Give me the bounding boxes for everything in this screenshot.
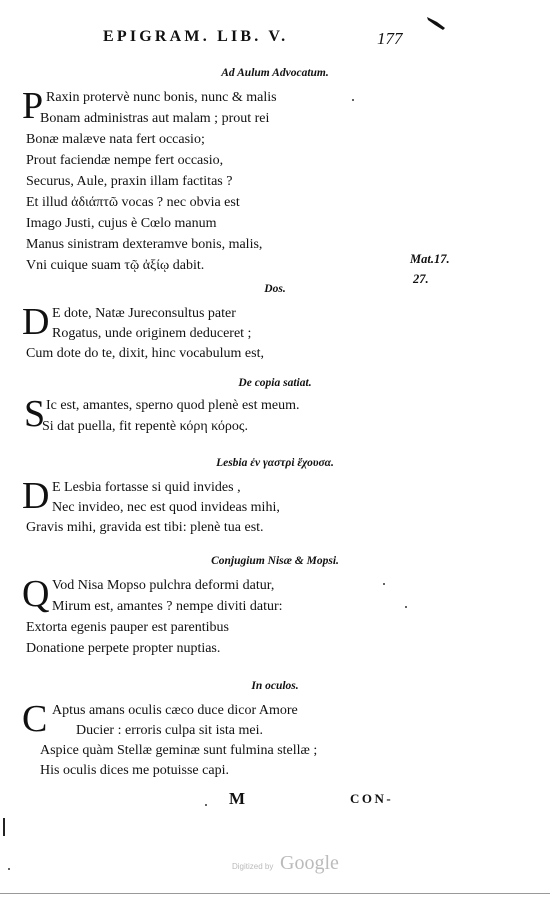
poem-title-lesbia: Lesbia ἐν γαστρὶ ἔχουσα. — [216, 457, 334, 469]
drop-initial-s: S — [24, 393, 46, 435]
google-watermark: Google — [280, 852, 339, 874]
stray-dot — [8, 868, 10, 870]
stray-dot — [383, 583, 385, 585]
page-bottom-edge — [0, 893, 550, 894]
verse-line: Imago Justi, cujus è Cœlo manum — [26, 216, 217, 231]
stray-dot — [205, 804, 207, 806]
verse-line: Bonæ malæve nata fert occasio; — [26, 132, 205, 147]
running-head: EPIGRAM. LIB. V. — [103, 28, 289, 45]
digitized-by-label: Digitized by — [232, 862, 274, 871]
verse-line: Raxin protervè nunc bonis, nunc & malis — [46, 90, 277, 105]
scan-edge-mark — [3, 818, 5, 836]
verse-line: Manus sinistram dexteramve bonis, malis, — [26, 237, 263, 252]
verse-line: Gravis mihi, gravida est tibi: plenè tua est. — [26, 520, 264, 535]
verse-line: Vni cuique suam τῷ ἀξίῳ dabit. — [26, 258, 205, 273]
verse-line: E Lesbia fortasse si quid invides , — [52, 480, 241, 495]
verse-line: Prout faciendæ nempe fert occasio, — [26, 153, 224, 168]
drop-initial-d: D — [22, 301, 50, 343]
stray-dot — [352, 99, 354, 101]
verse-line: Ic est, amantes, sperno quod plenè est meum. — [46, 398, 300, 413]
verse-line: Nec invideo, nec est quod invideas mihi, — [52, 500, 280, 515]
verse-line: Mirum est, amantes ? nempe diviti datur: — [52, 599, 283, 614]
poem-title-de-copia: De copia satiat. — [238, 377, 312, 389]
poem-title-in-oculos: In oculos. — [251, 680, 299, 692]
drop-initial-c: C — [22, 698, 48, 740]
page-number: 177 — [377, 29, 403, 48]
verse-line: Donatione perpete propter nuptias. — [26, 641, 221, 656]
verse-line: Rogatus, unde originem deduceret ; — [52, 326, 252, 341]
poem-title-conjugium: Conjugium Nisæ & Mopsi. — [211, 555, 339, 567]
verse-line: His oculis dices me potuisse capi. — [40, 763, 229, 778]
drop-initial-q: Q — [22, 573, 50, 615]
stray-dot — [405, 606, 407, 608]
verse-line: Et illud ἀδιάπτῶ vocas ? nec obvia est — [26, 195, 240, 210]
verse-line: Ducier : erroris culpa sit ista mei. — [76, 723, 263, 738]
verse-line: Extorta egenis pauper est parentibus — [26, 620, 229, 635]
verse-line: Cum dote do te, dixit, hinc vocabulum est, — [26, 346, 264, 361]
poem-title-ad-aulum: Ad Aulum Advocatum. — [221, 67, 329, 79]
drop-initial-d: D — [22, 475, 50, 517]
margin-note-reference: Mat.17. — [410, 252, 450, 266]
verse-line: Si dat puella, fit repentè κόρη κόρος. — [42, 419, 248, 434]
verse-line: Vod Nisa Mopso pulchra deformi datur, — [52, 578, 275, 593]
verse-line: Bonam administras aut malam ; prout rei — [40, 111, 270, 126]
drop-initial-p: P — [22, 85, 44, 127]
signature-mark: M — [229, 789, 246, 808]
margin-note-verse: 27. — [413, 272, 429, 286]
catchword: CON- — [350, 791, 394, 806]
verse-line: Securus, Aule, praxin illam factitas ? — [26, 174, 233, 189]
verse-line: E dote, Natæ Jureconsultus pater — [52, 306, 236, 321]
corner-ink-mark-icon — [425, 14, 447, 32]
verse-line: Aptus amans oculis cæco duce dicor Amore — [52, 703, 298, 718]
poem-title-dos: Dos. — [264, 283, 286, 295]
verse-line: Aspice quàm Stellæ geminæ sunt fulmina stellæ ; — [40, 743, 318, 758]
